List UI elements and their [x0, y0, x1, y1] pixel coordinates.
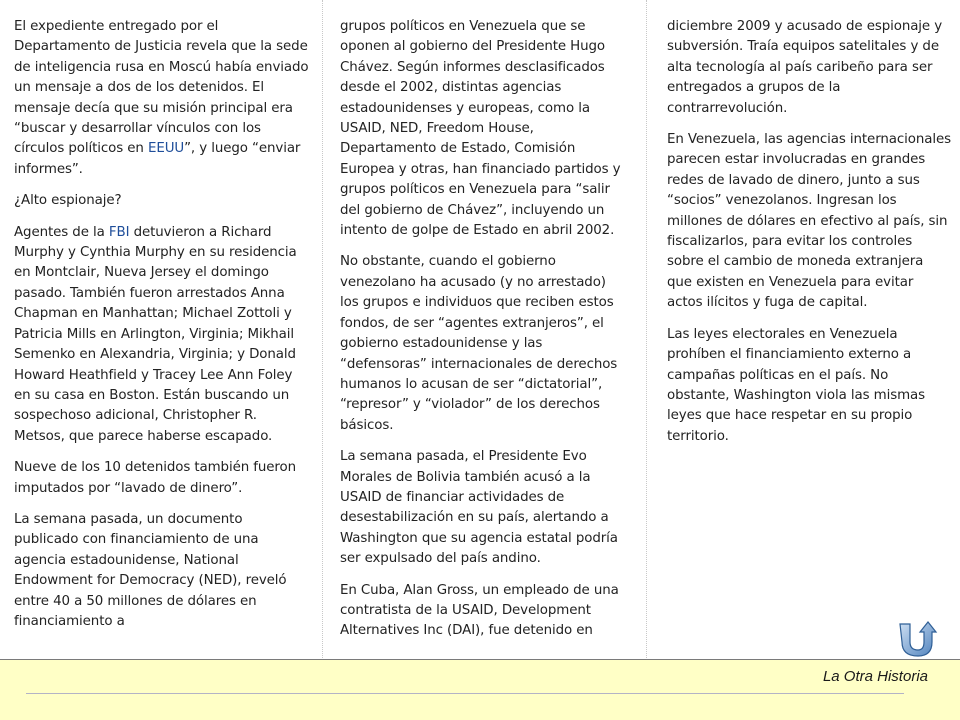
article-column-2	[340, 17, 624, 653]
paragraph	[14, 17, 310, 180]
paragraph: En Venezuela, las agencias internacionales parecen estar involucradas en grandes redes de lavado de dinero, junto a sus “socios” venezolanos. Ingresan los millones de dólares en efectivo al país, sin fiscalizarlos, para evitar los controles sobre el cambio de moneda extranjera que existen en Venezuela para evitar actos ilícitos y fuga de capital.	[667, 132, 951, 311]
paragraph: La semana pasada, el Presidente Evo Morales de Bolivia también acusó a la USAID de financiar actividades de desestabilización en su país, alertando a Washington que su agencia estatal podría ser expulsado del país andino.	[340, 449, 618, 567]
paragraph: diciembre 2009 y acusado de espionaje y subversión. Traía equipos satelitales y de alta tecnología al país caribeño para ser entregados a grupos de la contrarrevolución.	[667, 19, 943, 116]
paragraph-text: detuvieron a Richard Murphy y Cynthia Murphy en su residencia en Montclair, Nueva Jersey el domingo pasado. También fueron arrestados Anna Chapman en Manhattan; Michael Zottoli y Patricia Mills en Arlington, Virginia; Mikhail Semenko en Alexandria, Virginia; y Donald Howard Heathfield y Tracey Lee Ann Foley en su casa en Boston. Están buscando un sospechoso adicional, Christopher R. Metsos, que parece haberse escapado.	[14, 224, 297, 444]
paragraph-text: Agentes de la	[14, 224, 109, 240]
column-divider	[646, 0, 647, 660]
link-eeuu[interactable]: EEUU	[147, 141, 185, 157]
paragraph	[14, 223, 310, 447]
paragraph-text: ”, y luego “enviar informes”.	[14, 141, 301, 177]
paragraph-text: El expediente entregado por el Departamento de Justicia revela que la sede de inteligencia rusa en Moscú había enviado un mensaje a dos de los detenidos. El mensaje decía que su misión principal era “buscar y desarrollar vínculos con los círculos políticos en	[14, 19, 309, 157]
return-arrow-icon	[894, 618, 942, 658]
paragraph: La semana pasada, un documento publicado con financiamiento de una agencia estadounidense, National Endowment for Democracy (NED), reveló entre 40 a 50 millones de dólares en financiamiento a	[14, 511, 287, 629]
link-fbi[interactable]: FBI	[108, 224, 130, 240]
footer-divider	[26, 693, 904, 694]
footer-bar	[0, 659, 960, 720]
paragraph: En Cuba, Alan Gross, un empleado de una contratista de la USAID, Development Alternatives Inc (DAI), fue detenido en	[340, 582, 619, 639]
column-divider	[322, 0, 323, 660]
article-column-3	[667, 17, 951, 458]
paragraph: Las leyes electorales en Venezuela prohíben el financiamiento externo a campañas políticas en el país. No obstante, Washington viola las mismas leyes que hace respetar en su propio territorio.	[667, 326, 926, 444]
paragraph: grupos políticos en Venezuela que se oponen al gobierno del Presidente Hugo Chávez. Según informes desclasificados desde el 2002, distintas agencias estadounidenses y europeas, como la USAID, NED, Freedom House, Departamento de Estado, Comisión Europea y otras, han financiado partidos y grupos políticos en Venezuela para “salir del gobierno de Chávez”, incluyendo un intento de golpe de Estado en abril 2002.	[340, 19, 621, 239]
paragraph: Nueve de los 10 detenidos también fueron imputados por “lavado de dinero”.	[14, 460, 296, 496]
article-column-1	[14, 17, 310, 643]
footer-title: La Otra Historia	[822, 668, 928, 685]
paragraph: No obstante, cuando el gobierno venezolano ha acusado (y no arrestado) los grupos e individuos que reciben estos fondos, de ser “agentes extranjeros”, el gobierno estadounidense y las “defensoras” internacionales de derechos humanos lo acusan de ser “dictatorial”, “represor” y “violador” de los derechos básicos.	[340, 254, 618, 433]
section-heading: ¿Alto espionaje?	[14, 193, 122, 209]
return-button[interactable]	[894, 618, 942, 658]
